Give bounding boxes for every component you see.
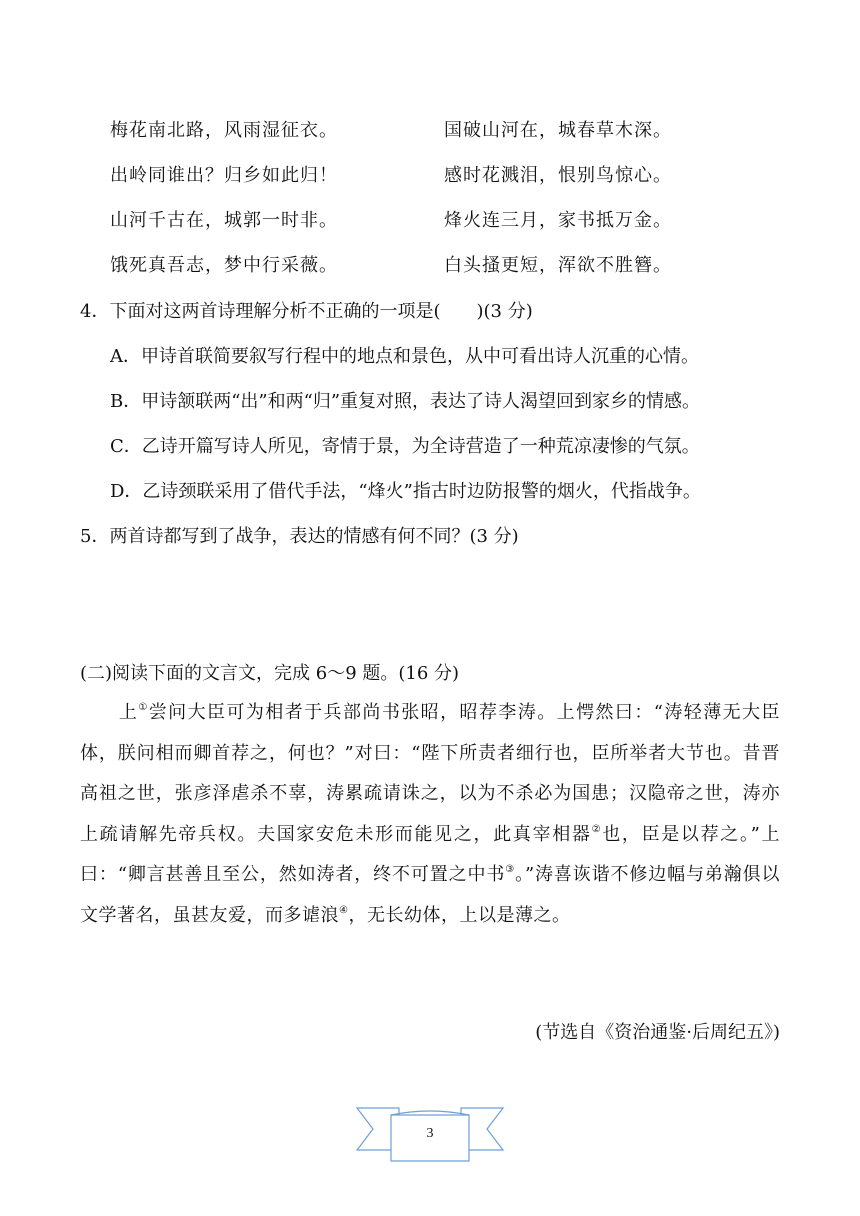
question-4-option-b: B．甲诗颔联两“出”和两“归”重复对照，表达了诗人渴望回到家乡的情感。 (110, 391, 701, 412)
passage-segment-5: ，无长幼体，上以是薄之。 (348, 904, 571, 926)
question-4-option-d: D．乙诗颈联采用了借代手法，“烽火”指古时边防报警的烟火，代指战争。 (110, 481, 701, 502)
page-number: 3 (426, 1126, 434, 1141)
poem-jia-line-1: 梅花南北路，风雨湿征衣。 (110, 120, 338, 141)
question-4-option-c: C．乙诗开篇写诗人所见，寄情于景，为全诗营造了一种荒凉凄惨的气氛。 (110, 436, 700, 457)
question-4-stem: 4．下面对这两首诗理解分析不正确的一项是( )(3 分) (80, 301, 533, 322)
classical-passage (80, 693, 780, 936)
passage-segment-1: 上 (118, 702, 139, 723)
passage-segment-2: 尝问大臣可为相者于兵部尚书张昭，昭荐李涛。上愕然曰：“涛轻薄无大臣体，朕问相而卿首荐之，何也？”对曰：“陛下所责者细行也，臣所举者大节也。昔晋高祖之世，张彦泽虐杀不辜，涛累疏请诛之，以为不杀必为国患；汉隐帝之世，涛亦上疏请解先帝兵权。夫国家安危未形而能见之，此真宰相器 (80, 702, 781, 845)
passage-segment-3: 也，臣是以荐之。”上曰：“卿言甚善且至公，然如涛者，终不可置之中书 (80, 823, 781, 885)
footnote-mark-3: ③ (505, 864, 516, 875)
poem-yi-line-4: 白头搔更短，浑欲不胜簪。 (444, 255, 672, 276)
poem-jia-line-3: 山河千古在，城郭一时非。 (110, 210, 338, 231)
footnote-mark-4: ④ (339, 904, 349, 916)
source-citation: (节选自《资治通鉴·后周纪五》) (535, 1022, 780, 1043)
question-4-option-a: A．甲诗首联简要叙写行程中的地点和景色，从中可看出诗人沉重的心情。 (110, 346, 699, 367)
footnote-mark-1: ① (138, 702, 149, 713)
poem-yi-line-3: 烽火连三月，家书抵万金。 (444, 210, 672, 231)
section-2-heading: (二)阅读下面的文言文，完成 6～9 题。(16 分) (80, 663, 460, 684)
passage-segment-4: 。”涛喜诙谐不修边幅与弟瀚俱以文学著名，虽甚友爱，而多谑浪 (80, 864, 780, 926)
question-5: 5．两首诗都写到了战争，表达的情感有何不同？(3 分) (80, 526, 519, 547)
poem-yi-line-2: 感时花溅泪，恨别鸟惊心。 (444, 165, 672, 186)
poem-yi-line-1: 国破山河在，城春草木深。 (444, 120, 672, 141)
poem-jia-line-2: 出岭同谁出？归乡如此归！ (110, 165, 338, 186)
footnote-mark-2: ② (591, 823, 603, 835)
poem-jia-line-4: 饿死真吾志，梦中行采薇。 (110, 255, 338, 276)
